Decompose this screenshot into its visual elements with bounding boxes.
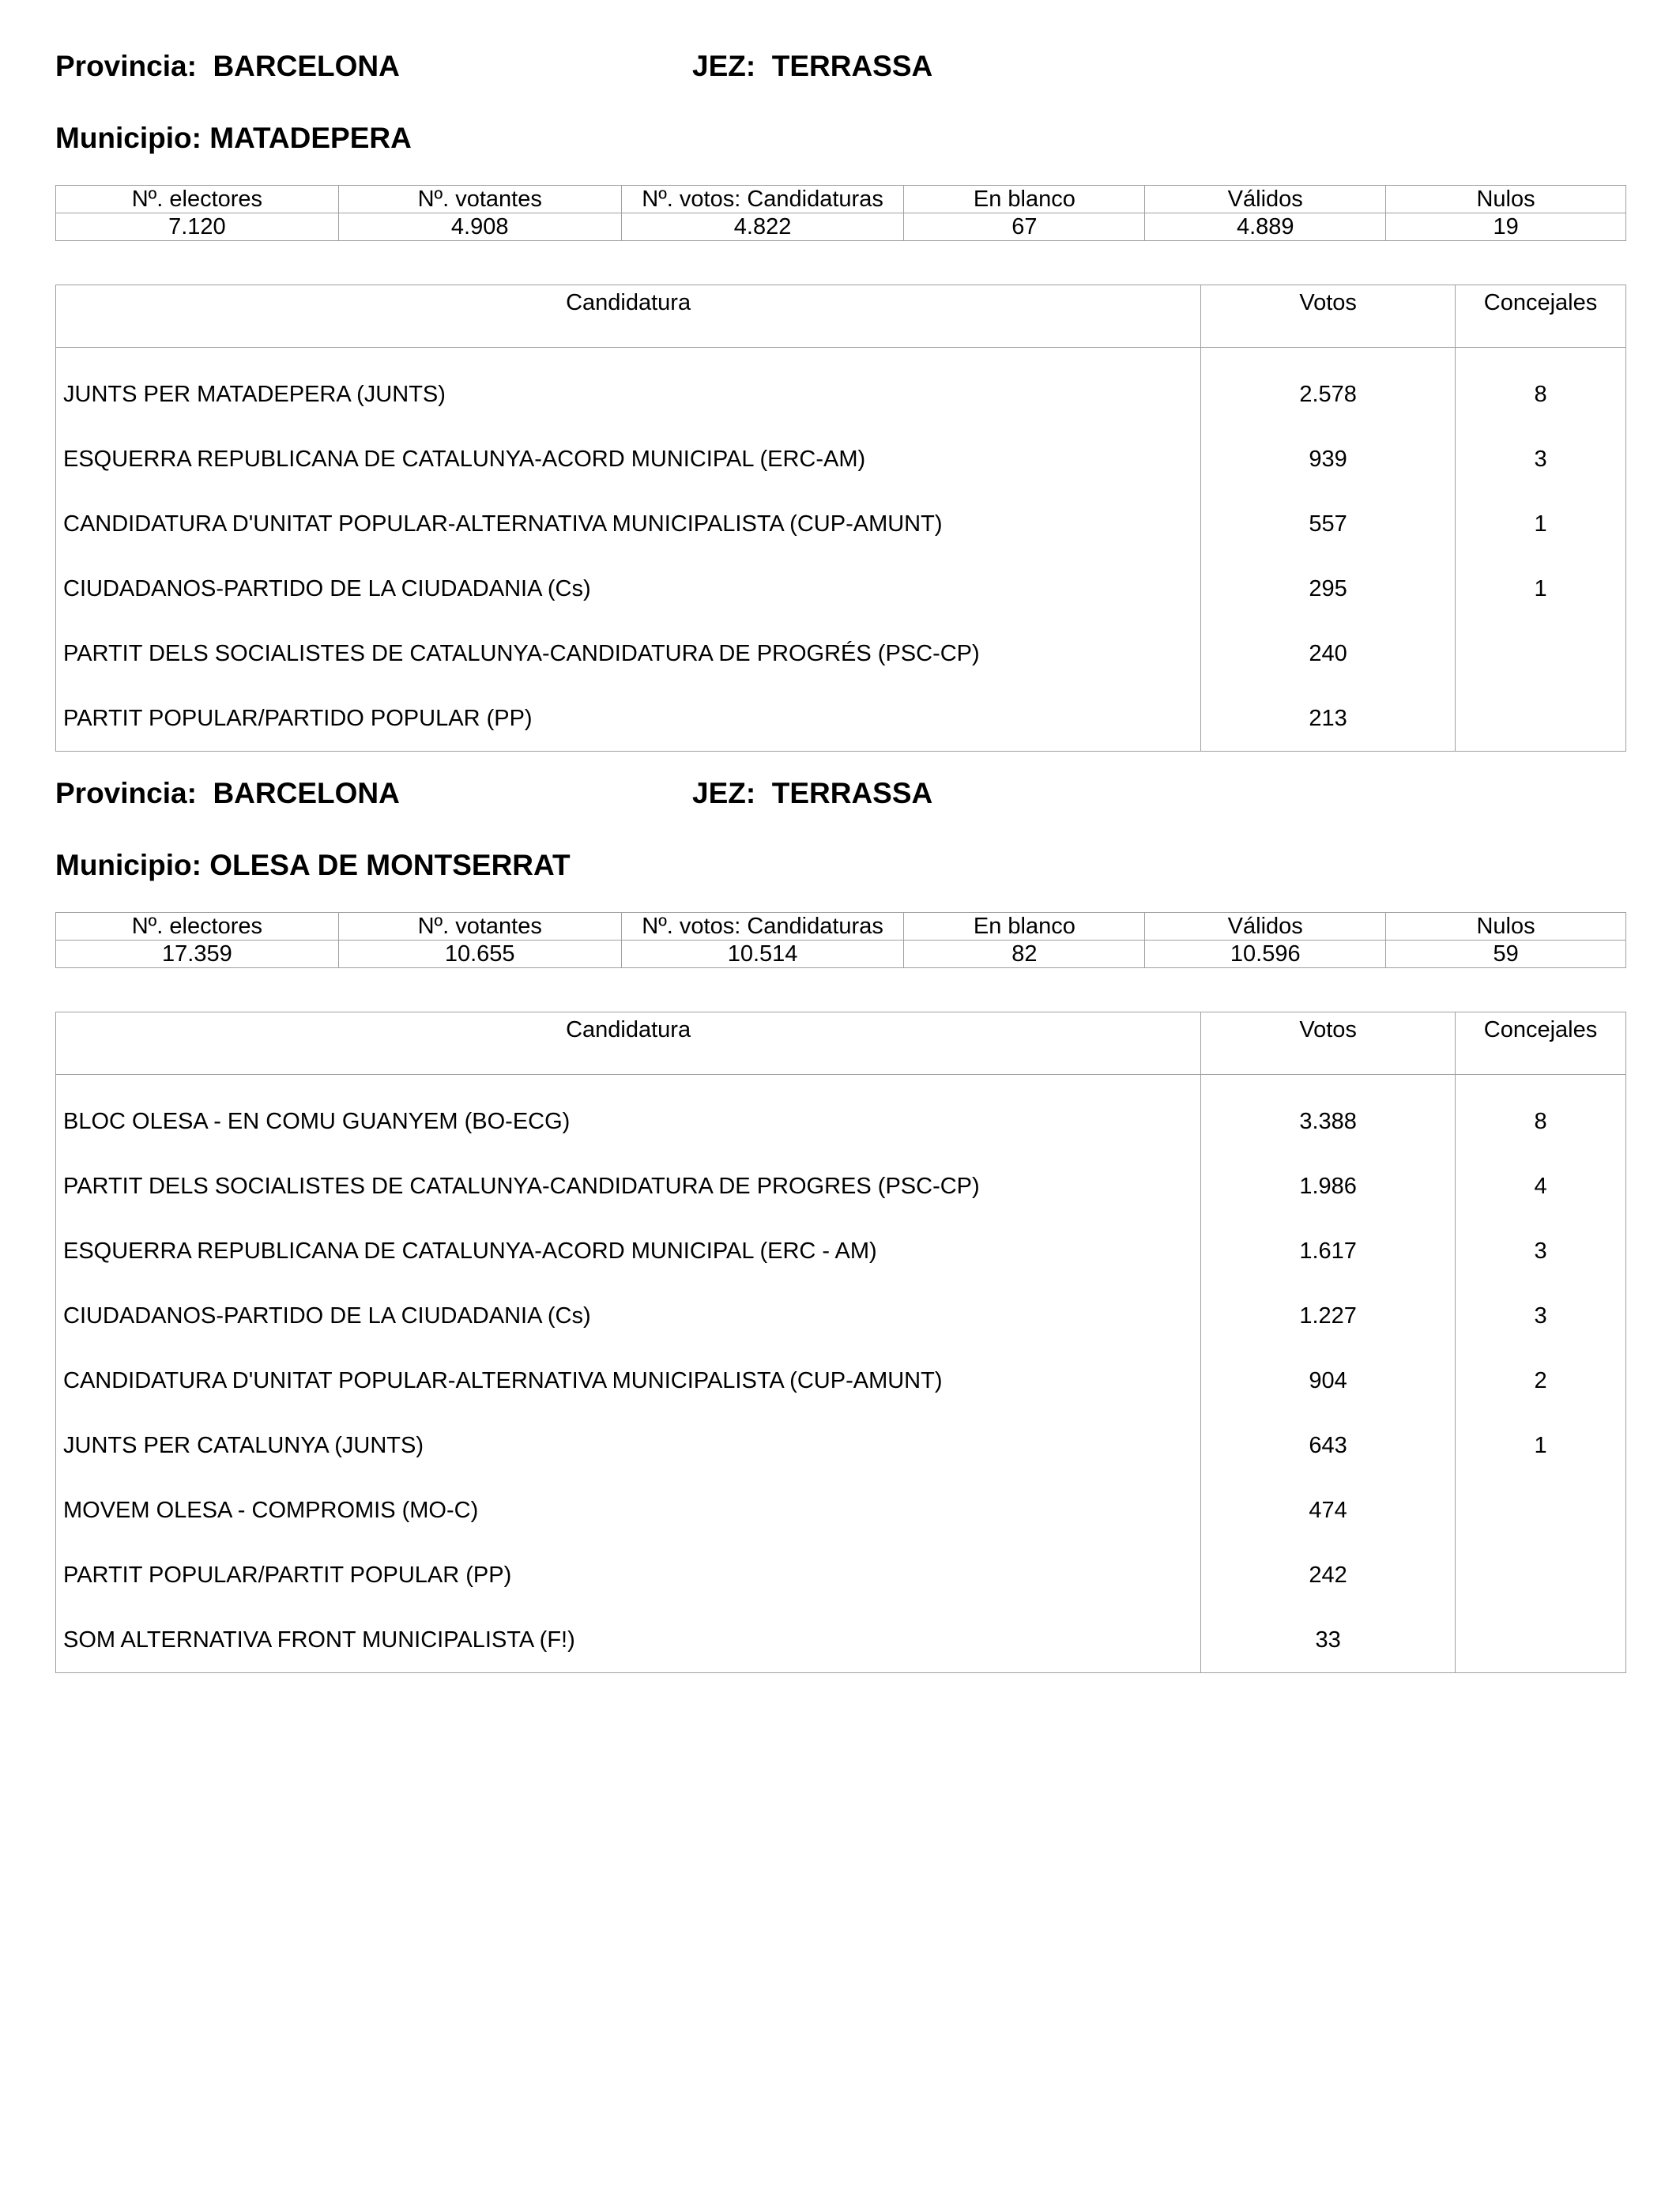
candidate-votes: 1.227 bbox=[1201, 1284, 1456, 1348]
summary-value-cell: 4.889 bbox=[1145, 213, 1386, 241]
candidate-name: CIUDADANOS-PARTIDO DE LA CIUDADANIA (Cs) bbox=[56, 556, 1201, 621]
candidate-name: PARTIT POPULAR/PARTIDO POPULAR (PP) bbox=[56, 686, 1201, 752]
summary-table bbox=[55, 185, 1626, 241]
summary-header-row bbox=[56, 913, 1626, 941]
candidate-row bbox=[56, 1348, 1626, 1413]
candidate-row bbox=[56, 1543, 1626, 1608]
summary-header-cell: Válidos bbox=[1145, 186, 1386, 213]
candidate-name: SOM ALTERNATIVA FRONT MUNICIPALISTA (F!) bbox=[56, 1608, 1201, 1673]
candidate-name: CANDIDATURA D'UNITAT POPULAR-ALTERNATIVA MUNICIPALISTA (CUP-AMUNT) bbox=[56, 492, 1201, 556]
candidate-votes: 904 bbox=[1201, 1348, 1456, 1413]
summary-header-cell: Nº. votantes bbox=[338, 186, 621, 213]
provincia-heading: Provincia: BARCELONA bbox=[55, 50, 400, 82]
candidate-row bbox=[56, 686, 1626, 752]
summary-header-cell: Nulos bbox=[1386, 186, 1626, 213]
candidate-row bbox=[56, 1478, 1626, 1543]
candidate-votes: 1.617 bbox=[1201, 1219, 1456, 1284]
candidate-row bbox=[56, 1219, 1626, 1284]
candidate-row bbox=[56, 1413, 1626, 1478]
summary-header-cell: Nº. votos: Candidaturas bbox=[621, 913, 904, 941]
summary-header-cell: En blanco bbox=[904, 913, 1145, 941]
candidate-votes: 240 bbox=[1201, 621, 1456, 686]
municipio-heading: Municipio: MATADEPERA bbox=[55, 122, 412, 154]
summary-value-cell: 7.120 bbox=[56, 213, 339, 241]
candidate-name: PARTIT POPULAR/PARTIT POPULAR (PP) bbox=[56, 1543, 1201, 1608]
candidates-header-cell: Candidatura bbox=[56, 285, 1201, 348]
summary-value-cell: 10.596 bbox=[1145, 941, 1386, 968]
summary-value-cell: 4.908 bbox=[338, 213, 621, 241]
candidate-seats: 1 bbox=[1456, 556, 1626, 621]
summary-value-cell: 67 bbox=[904, 213, 1145, 241]
candidate-row bbox=[56, 556, 1626, 621]
candidate-votes: 33 bbox=[1201, 1608, 1456, 1673]
candidate-seats bbox=[1456, 621, 1626, 686]
candidates-header-cell: Concejales bbox=[1456, 1012, 1626, 1075]
jez-heading: JEZ: TERRASSA bbox=[692, 777, 933, 809]
summary-value-cell: 4.822 bbox=[621, 213, 904, 241]
candidate-name: BLOC OLESA - EN COMU GUANYEM (BO-ECG) bbox=[56, 1075, 1201, 1155]
summary-table bbox=[55, 912, 1626, 968]
candidate-votes: 1.986 bbox=[1201, 1154, 1456, 1219]
candidate-seats: 3 bbox=[1456, 1284, 1626, 1348]
summary-header-cell: Válidos bbox=[1145, 913, 1386, 941]
candidates-header-row bbox=[56, 285, 1626, 348]
summary-value-cell: 10.514 bbox=[621, 941, 904, 968]
candidate-row bbox=[56, 427, 1626, 492]
candidates-header-cell: Votos bbox=[1201, 285, 1456, 348]
candidate-name: CIUDADANOS-PARTIDO DE LA CIUDADANIA (Cs) bbox=[56, 1284, 1201, 1348]
candidate-name: JUNTS PER MATADEPERA (JUNTS) bbox=[56, 348, 1201, 428]
summary-value-cell: 82 bbox=[904, 941, 1145, 968]
summary-header-cell: Nulos bbox=[1386, 913, 1626, 941]
jez-heading: JEZ: TERRASSA bbox=[692, 50, 933, 82]
candidate-votes: 939 bbox=[1201, 427, 1456, 492]
candidate-seats: 8 bbox=[1456, 1075, 1626, 1155]
summary-value-cell: 10.655 bbox=[338, 941, 621, 968]
candidate-seats: 2 bbox=[1456, 1348, 1626, 1413]
candidate-seats: 3 bbox=[1456, 1219, 1626, 1284]
summary-value-row bbox=[56, 213, 1626, 241]
candidate-row bbox=[56, 621, 1626, 686]
summary-header-cell: En blanco bbox=[904, 186, 1145, 213]
candidate-name: ESQUERRA REPUBLICANA DE CATALUNYA-ACORD MUNICIPAL (ERC-AM) bbox=[56, 427, 1201, 492]
candidate-row bbox=[56, 1284, 1626, 1348]
summary-header-cell: Nº. electores bbox=[56, 186, 339, 213]
summary-header-row bbox=[56, 186, 1626, 213]
candidates-header-row bbox=[56, 1012, 1626, 1075]
candidate-name: JUNTS PER CATALUNYA (JUNTS) bbox=[56, 1413, 1201, 1478]
candidate-row bbox=[56, 1075, 1626, 1155]
candidate-votes: 474 bbox=[1201, 1478, 1456, 1543]
candidates-table bbox=[55, 285, 1626, 752]
candidate-row bbox=[56, 1154, 1626, 1219]
candidate-name: PARTIT DELS SOCIALISTES DE CATALUNYA-CANDIDATURA DE PROGRÉS (PSC-CP) bbox=[56, 621, 1201, 686]
candidate-name: ESQUERRA REPUBLICANA DE CATALUNYA-ACORD MUNICIPAL (ERC - AM) bbox=[56, 1219, 1201, 1284]
candidate-votes: 643 bbox=[1201, 1413, 1456, 1478]
summary-header-cell: Nº. electores bbox=[56, 913, 339, 941]
candidates-header-cell: Concejales bbox=[1456, 285, 1626, 348]
summary-value-row bbox=[56, 941, 1626, 968]
candidate-votes: 242 bbox=[1201, 1543, 1456, 1608]
candidate-seats bbox=[1456, 1608, 1626, 1673]
candidate-votes: 295 bbox=[1201, 556, 1456, 621]
summary-value-cell: 19 bbox=[1386, 213, 1626, 241]
candidate-row bbox=[56, 1608, 1626, 1673]
provincia-heading: Provincia: BARCELONA bbox=[55, 777, 400, 809]
summary-header-cell: Nº. votos: Candidaturas bbox=[621, 186, 904, 213]
candidate-seats bbox=[1456, 686, 1626, 752]
candidate-name: MOVEM OLESA - COMPROMIS (MO-C) bbox=[56, 1478, 1201, 1543]
candidate-seats: 1 bbox=[1456, 492, 1626, 556]
candidate-seats: 4 bbox=[1456, 1154, 1626, 1219]
candidates-header-cell: Votos bbox=[1201, 1012, 1456, 1075]
summary-value-cell: 17.359 bbox=[56, 941, 339, 968]
candidate-row bbox=[56, 492, 1626, 556]
candidate-seats: 8 bbox=[1456, 348, 1626, 428]
candidate-seats bbox=[1456, 1478, 1626, 1543]
candidate-votes: 557 bbox=[1201, 492, 1456, 556]
candidates-header-cell: Candidatura bbox=[56, 1012, 1201, 1075]
municipio-heading: Municipio: OLESA DE MONTSERRAT bbox=[55, 849, 571, 881]
candidate-row bbox=[56, 348, 1626, 428]
candidate-votes: 2.578 bbox=[1201, 348, 1456, 428]
candidate-name: PARTIT DELS SOCIALISTES DE CATALUNYA-CANDIDATURA DE PROGRES (PSC-CP) bbox=[56, 1154, 1201, 1219]
candidate-seats: 3 bbox=[1456, 427, 1626, 492]
candidate-votes: 213 bbox=[1201, 686, 1456, 752]
candidate-seats: 1 bbox=[1456, 1413, 1626, 1478]
candidate-seats bbox=[1456, 1543, 1626, 1608]
candidate-votes: 3.388 bbox=[1201, 1075, 1456, 1155]
candidates-table bbox=[55, 1012, 1626, 1673]
summary-header-cell: Nº. votantes bbox=[338, 913, 621, 941]
candidate-name: CANDIDATURA D'UNITAT POPULAR-ALTERNATIVA MUNICIPALISTA (CUP-AMUNT) bbox=[56, 1348, 1201, 1413]
summary-value-cell: 59 bbox=[1386, 941, 1626, 968]
